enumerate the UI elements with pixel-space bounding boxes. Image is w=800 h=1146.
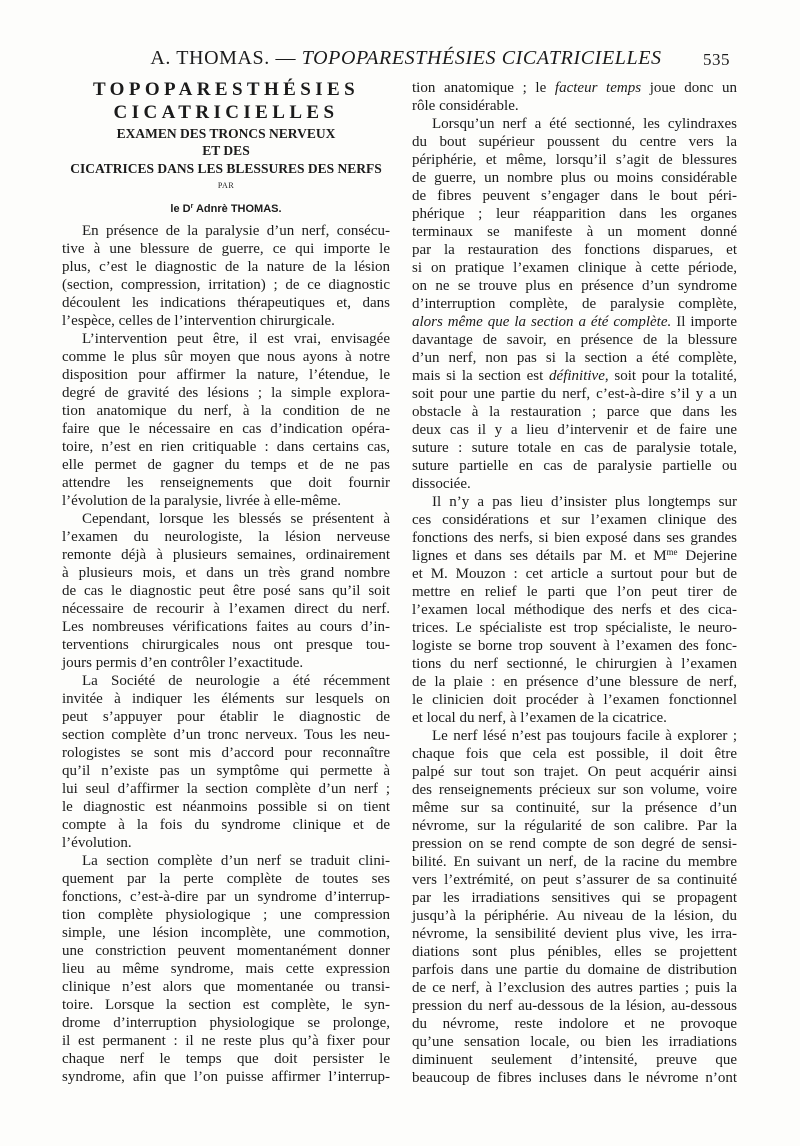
text-line: suture : suture totale en cas de paralysie totale, xyxy=(412,440,737,456)
text-segment: , soit pour la totalité, xyxy=(604,368,737,384)
paragraph xyxy=(412,493,737,727)
text-line: davantage de savoir, en présence de la blessure xyxy=(412,332,737,348)
text-line: syndrome, afin que l’on puisse affirmer l’interrup- xyxy=(62,1069,390,1085)
text-line: fonctions des nerfs, si bien exposé dans ses grandes xyxy=(412,530,737,546)
text-line: rologistes se sont mis d’accord pour reconnaître xyxy=(62,745,390,761)
text-line: parfois dans une partie du domaine de distribution xyxy=(412,962,737,978)
text-line: pression on se rend compte de son degré de sensi- xyxy=(412,836,737,852)
text-line: En présence de la paralysie d’un nerf, consécu- xyxy=(82,223,390,239)
paragraph xyxy=(412,727,737,1087)
text-line: des renseignements précieux sur son volume, voire xyxy=(412,782,737,798)
article-subtitle-line-2: ET DES xyxy=(202,143,250,158)
article-subtitle-line-1: EXAMEN DES TRONCS NERVEUX xyxy=(116,126,336,141)
text-line: suture partielle en cas de paralysie partielle ou xyxy=(412,458,737,474)
italic-emphasis: définitive xyxy=(549,368,605,384)
text-line: pression du nerf au-dessous de la lésion, au-dessous xyxy=(412,998,737,1014)
text-line: lieu au même syndrome, mais cette expression xyxy=(62,961,390,977)
author-prefix: le D xyxy=(170,203,191,215)
text-line: L’intervention peut être, il est vrai, envisagée xyxy=(82,331,390,347)
text-line: trices. Le spécialiste est trop spécialiste, le neuro- xyxy=(412,620,737,636)
running-head-title: TOPOPARESTHÉSIES CICATRICIELLES xyxy=(301,47,662,69)
article-subtitle-line-3: CICATRICES DANS LES BLESSURES DES NERFS xyxy=(70,161,382,176)
text-line: logiste se borne trop souvent à l’examen des fonc- xyxy=(412,638,737,654)
text-segment: joue donc un xyxy=(641,80,738,96)
text-line xyxy=(412,547,737,565)
text-line: et local du nerf, à l’examen de la cicatrice. xyxy=(412,710,667,726)
text-line: névrome, sur la régularité de son calibre. Par la xyxy=(412,818,737,834)
text-line: névrome, la sensibilité devient plus vive, les irra- xyxy=(412,926,737,942)
paragraph xyxy=(62,672,390,852)
text-line: terminaux se manifeste à un moment donné xyxy=(412,224,737,240)
text-line: d’interruption complète, de paralysie complète, xyxy=(412,296,737,312)
text-line: il est permanent : il ne reste plus qu’à fixer pour xyxy=(62,1033,390,1049)
text-line: jusqu’à la périphérie. Au niveau de la lésion, du xyxy=(412,908,737,924)
text-line: Les nombreuses vérifications faites au cours d’in- xyxy=(62,619,390,635)
text-line: attendre les renseignements que doit fournir xyxy=(62,475,390,491)
text-line: remonte déjà à plusieurs semaines, ordinairement xyxy=(62,547,390,563)
text-segment: mais si la section est xyxy=(412,368,550,384)
text-segment: lignes et dans ses détails par M. et M xyxy=(412,548,667,564)
paragraph xyxy=(412,115,737,493)
text-line xyxy=(412,367,737,385)
superscript: r xyxy=(190,203,194,210)
text-line: simple, une lésion incomplète, une commotion, xyxy=(62,925,390,941)
text-line: l’examen du neurologiste, la lésion nerveuse xyxy=(62,529,390,545)
text-line: degré de gravité des lésions ; la simple explora- xyxy=(62,385,390,401)
text-line: découlent les indications thérapeutiques et, dans xyxy=(62,295,390,311)
text-line: beaucoup de fibres incluses dans le névrome n’ont xyxy=(412,1070,737,1086)
text-line: tions du nerf sectionné, le chirurgien à l’examen xyxy=(412,656,737,672)
text-line xyxy=(412,313,737,331)
text-line: Le nerf lésé n’est pas toujours facile à explorer ; xyxy=(432,728,737,744)
text-line: l’espèce, celles de l’intervention chirurgicale. xyxy=(62,313,335,329)
text-line: nécessaire de recourir à l’examen direct du nerf. xyxy=(62,601,390,617)
text-line: qu’une sensation locale, ou bien les irradiations xyxy=(412,1034,737,1050)
text-line: comme le plus sûr moyen que nous ayons à notre xyxy=(62,349,390,365)
text-line: l’examen local méthodique des nerfs et des cica- xyxy=(412,602,737,618)
text-line: invitée à indiquer les éléments sur lesquels on xyxy=(62,691,390,707)
text-line: le diagnostic est néanmoins possible si on tient xyxy=(62,799,390,815)
paragraph xyxy=(62,222,390,330)
text-line: Il n’y a pas lieu d’insister plus longtemps sur xyxy=(432,494,737,510)
text-line: terventions chirurgicales nous ont presque tou- xyxy=(62,637,390,653)
article-title-line-1: TOPOPARESTHÉSIES xyxy=(92,79,360,100)
text-line: La Société de neurologie a été récemment xyxy=(82,673,390,689)
text-line: à plusieurs mois, et dans un très grand nombre xyxy=(62,565,390,581)
text-line: mettre en relief le parti que l’on peut tirer de xyxy=(412,584,737,600)
text-line: de fibres peuvent s’engager dans le bout péri- xyxy=(412,188,737,204)
text-line: soit pour une partie du nerf, c’est-à-dire s’il y a un xyxy=(412,386,737,402)
text-line: faire que le nécessaire en cas d’indication opéra- xyxy=(62,421,390,437)
paragraph xyxy=(62,852,390,1086)
text-line: chaque fois que cela est possible, il doit être xyxy=(412,746,737,762)
running-head-author: A. THOMAS. xyxy=(150,47,270,69)
italic-emphasis: facteur temps xyxy=(554,80,642,96)
text-line: bilité. En suivant un nerf, de la racine du membre xyxy=(412,854,737,870)
paragraph xyxy=(62,330,390,510)
byline-author xyxy=(62,202,390,216)
text-line: La section complète d’un nerf se traduit clini- xyxy=(82,853,390,869)
text-line: drome d’interruption physiologique se prolonge, xyxy=(62,1015,390,1031)
text-line: clinique n’est alors que momentanée ou transi- xyxy=(62,979,390,995)
text-line: diminuent seulement d’intensité, preuve que xyxy=(412,1052,737,1068)
text-line: de guerre, un nombre plus ou moins considérable xyxy=(412,170,737,186)
text-line: même sur sa continuité, sur la présence d’un xyxy=(412,800,737,816)
text-line: une constriction peuvent momentanément donner xyxy=(62,943,390,959)
text-line: (section, compression, irritation) ; de ce diagnostic xyxy=(62,277,390,293)
text-line: quement par la perte complète de toutes ses xyxy=(62,871,390,887)
text-line: l’évolution. xyxy=(62,835,132,851)
text-line: tion anatomique du nerf, à la condition de ne xyxy=(62,403,390,419)
text-line: compte à la fois du syndrome clinique et de xyxy=(62,817,390,833)
text-line: de la plaie : en présence d’une blessure de nerf, xyxy=(412,674,737,690)
superscript: me xyxy=(666,547,678,557)
text-line: par la restauration des fonctions disparues, et xyxy=(412,242,737,258)
author-name: Adnrè THOMAS. xyxy=(193,203,282,215)
text-line: palpé sur tout son trajet. On peut acquérir ainsi xyxy=(412,764,737,780)
text-line: toire, n’est en rien critiquable : dans certains cas, xyxy=(62,439,390,455)
text-line: Cependant, lorsque les blessés se présentent à xyxy=(82,511,390,527)
text-segment: Il importe xyxy=(671,314,737,330)
text-line: qu’il n’existe pas un symptôme qui permette à xyxy=(62,763,390,779)
text-line: chaque nerf le temps que doit persister le xyxy=(62,1051,390,1067)
byline-par: PAR xyxy=(217,181,235,190)
text-line: si on pratique l’examen clinique à cette période, xyxy=(412,260,737,276)
italic-emphasis: alors même que la section a été complète. xyxy=(412,314,672,330)
text-line: vers l’extrémité, on peut s’assurer de sa continuité xyxy=(412,872,737,888)
text-line: rôle considérable. xyxy=(412,98,519,114)
right-column xyxy=(412,79,737,1087)
text-line: ces considérations et sur l’examen clinique des xyxy=(412,512,737,528)
text-line: l’évolution de la paralysie, livrée à elle-même. xyxy=(62,493,342,509)
text-line: toire. Lorsque la section est complète, le syn- xyxy=(62,997,390,1013)
text-line: de cas le diagnostic peut être posé sans qu’il soit xyxy=(62,583,390,599)
running-head xyxy=(128,46,684,70)
article-title-line-2: CICATRICIELLES xyxy=(113,102,339,123)
running-head-dash: — xyxy=(275,47,297,69)
text-line: disposition pour affirmer la nature, l’étendue, le xyxy=(62,367,390,383)
text-line: deux cas il y a lieu d’intervenir et de faire une xyxy=(412,422,737,438)
text-line: section complète d’un tronc nerveux. Tous les neu- xyxy=(62,727,390,743)
paragraph xyxy=(412,79,737,115)
text-segment: tion anatomique ; le xyxy=(412,80,555,96)
text-line: le clinicien doit procéder à l’examen fonctionnel xyxy=(412,692,737,708)
text-line: Lorsqu’un nerf a été sectionné, les cylindraxes xyxy=(432,116,737,132)
text-line: du névrome, reste indolore et ne provoque xyxy=(412,1016,737,1032)
text-line xyxy=(412,79,737,97)
text-line: par les irradiations sensitives qui se propagent xyxy=(412,890,737,906)
text-line: obstacle à la restauration ; parce que dans les xyxy=(412,404,737,420)
text-line: lui seul d’affirmer la section complète d’un nerf ; xyxy=(62,781,390,797)
text-line: d’un nerf, non pas si la section a été complète, xyxy=(412,350,737,366)
text-line: elle permet de gagner du temps et de ne pas xyxy=(62,457,390,473)
text-segment: Dejerine xyxy=(677,548,737,564)
text-line: diations sont plus pénibles, elles se projettent xyxy=(412,944,737,960)
text-line: tion complète physiologique ; une compression xyxy=(62,907,390,923)
text-line: plus, c’est le diagnostic de la nature de la lésion xyxy=(62,259,390,275)
text-line: périphérie, et même, lorsqu’il s’agit de blessures xyxy=(412,152,737,168)
text-line: on ne se trouve plus en présence d’un syndrome xyxy=(412,278,737,294)
page-number: 535 xyxy=(703,50,730,69)
text-line: du bout supérieur poussent du centre vers la xyxy=(412,134,737,150)
text-line: et M. Mouzon : cet article a surtout pour but de xyxy=(412,566,737,582)
text-line: dissociée. xyxy=(412,476,471,492)
text-line: peut s’appuyer pour établir le diagnostic de xyxy=(62,709,390,725)
text-line: jours permis d’en contrôler l’exactitude. xyxy=(62,655,304,671)
text-line: tive à une blessure de guerre, ce qui importe le xyxy=(62,241,390,257)
left-column xyxy=(62,222,390,1086)
text-line: fonctions, c’est-à-dire par un syndrome d’interrup- xyxy=(62,889,390,905)
paragraph xyxy=(62,510,390,672)
text-line: phérique ; leur réapparition dans les organes xyxy=(412,206,737,222)
text-line: de ce nerf, à l’exclusion des autres parties ; puis la xyxy=(412,980,737,996)
